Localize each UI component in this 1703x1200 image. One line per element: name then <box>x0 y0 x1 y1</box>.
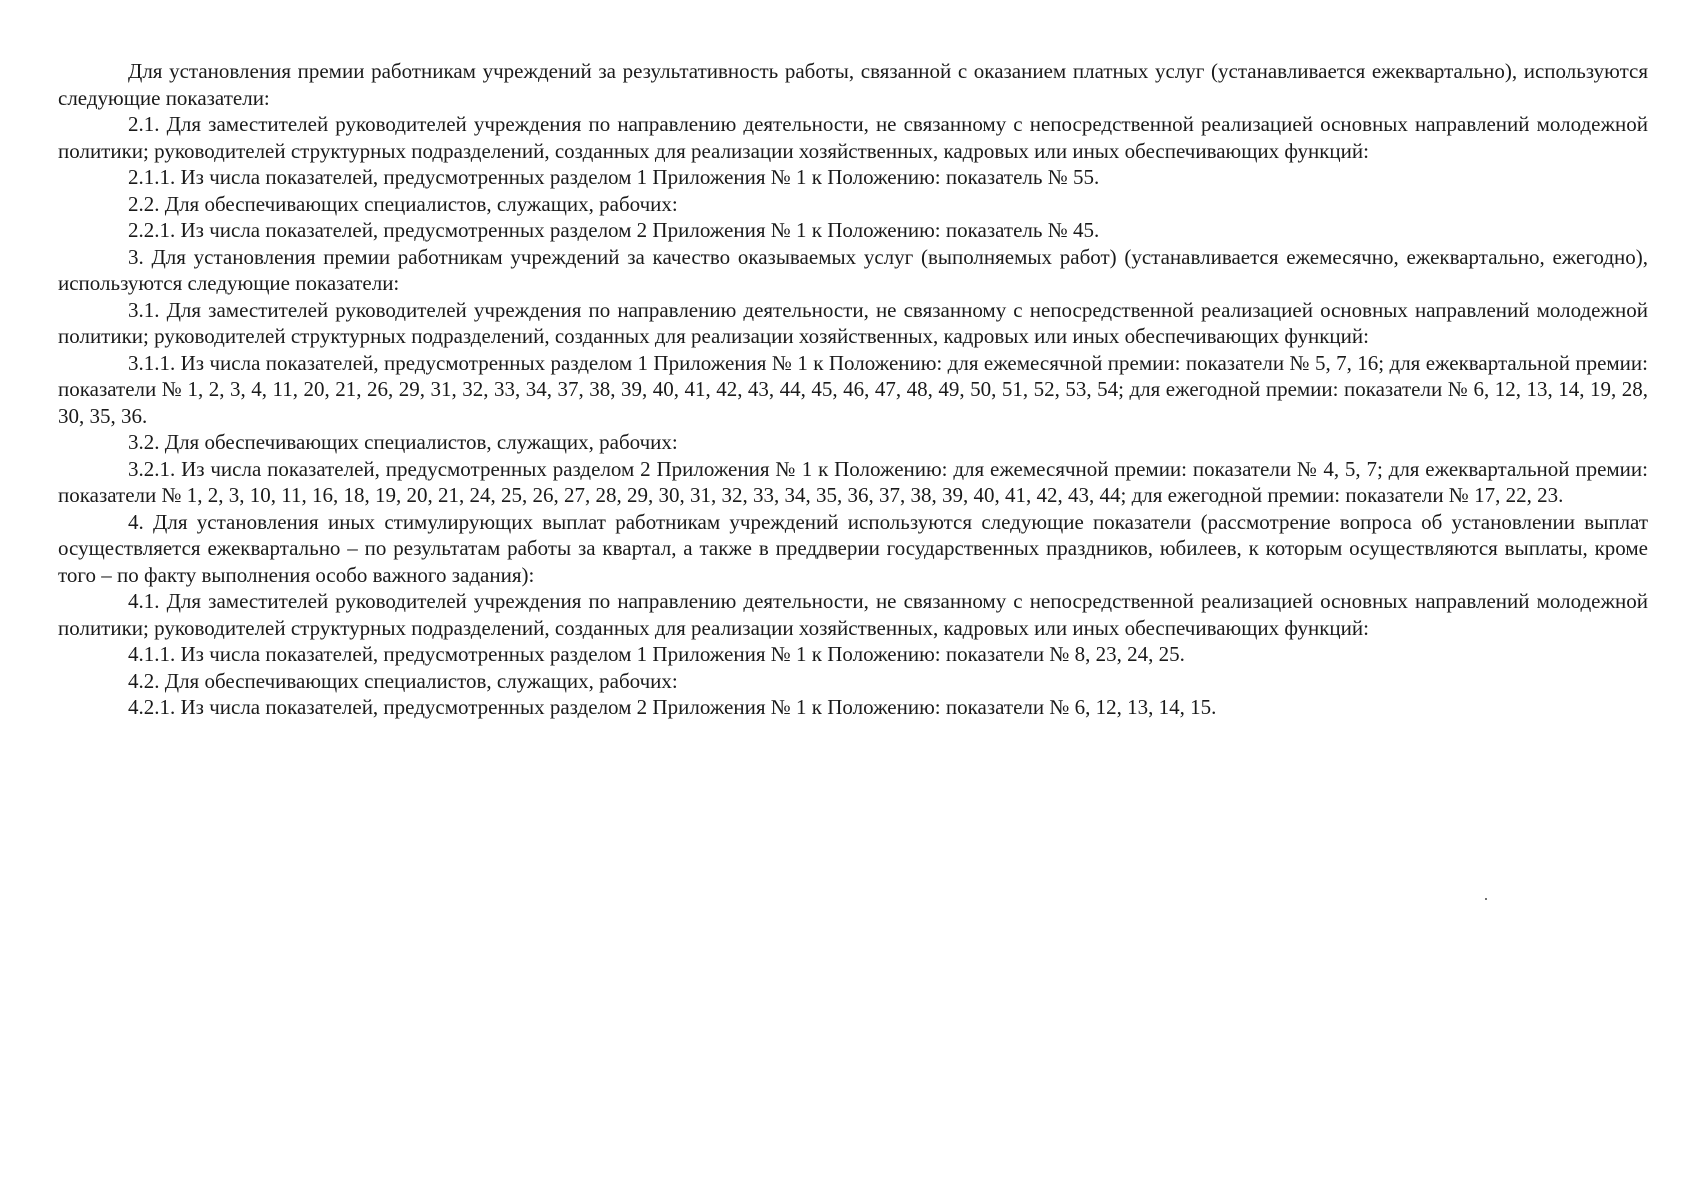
paragraph-3-1-1: 3.1.1. Из числа показателей, предусмотренных разделом 1 Приложения № 1 к Положению: для ежемесячной премии: показатели № 5, 7, 16; для ежеквартальной премии: показатели № 1, 2, 3, 4, 11, 20, 21, 26, 29, 31, 32, 33, 34, 37, 38, 39, 40, 41, 42, 43, 44, 45, 46, 47, 48, 49, 50, 51, 52, 53, 54; для ежегодной премии: показатели № 6, 12, 13, 14, 19, 28, 30, 35, 36. <box>58 350 1648 428</box>
paragraph-4-2-1: 4.2.1. Из числа показателей, предусмотренных разделом 2 Приложения № 1 к Положению: показатели № 6, 12, 13, 14, 15. <box>128 695 1217 719</box>
scan-speck <box>1485 898 1487 900</box>
paragraph-3-2: 3.2. Для обеспечивающих специалистов, служащих, рабочих: <box>128 430 678 454</box>
paragraph-4-2: 4.2. Для обеспечивающих специалистов, служащих, рабочих: <box>128 668 678 693</box>
paragraph-4-1-1: 4.1.1. Из числа показателей, предусмотренных разделом 1 Приложения № 1 к Положению: показатели № 8, 23, 24, 25. <box>128 642 1185 666</box>
paragraph-2-2: 2.2. Для обеспечивающих специалистов, служащих, рабочих: <box>128 191 678 216</box>
paragraph-4-1: 4.1. Для заместителей руководителей учреждения по направлению деятельности, не связанному с непосредственной реализацией основных направлений молодежной политики; руководителей структурных подразделений, созданных для реализации хозяйственных, кадровых или иных обеспечивающих функций: <box>58 589 1648 640</box>
paragraph-3: 3. Для установления премии работникам учреждений за качество оказываемых услуг (выполняемых работ) (устанавливается ежемесячно, ежеквартально, ежегодно), используются следующие показатели: <box>58 244 1648 295</box>
document-body <box>58 58 1648 721</box>
paragraph-intro-paid-services: Для установления премии работникам учреждений за результативность работы, связанной с оказанием платных услуг (устанавливается ежеквартально), используются следующие показатели: <box>58 59 1648 110</box>
paragraph-2-2-1: 2.2.1. Из числа показателей, предусмотренных разделом 2 Приложения № 1 к Положению: показатель № 45. <box>128 218 1100 242</box>
paragraph-2-1-1: 2.1.1. Из числа показателей, предусмотренных разделом 1 Приложения № 1 к Положению: показатель № 55. <box>128 165 1100 189</box>
paragraph-2-1: 2.1. Для заместителей руководителей учреждения по направлению деятельности, не связанному с непосредственной реализацией основных направлений молодежной политики; руководителей структурных подразделений, созданных для реализации хозяйственных, кадровых или иных обеспечивающих функций: <box>58 112 1648 163</box>
paragraph-4: 4. Для установления иных стимулирующих выплат работникам учреждений используются следующие показатели (рассмотрение вопроса об установлении выплат осуществляется ежеквартально – по результатам работы за квартал, а также в преддверии государственных праздников, юбилеев, к которым осуществляются выплаты, кроме того – по факту выполнения особо важного задания): <box>58 509 1648 587</box>
paragraph-3-1: 3.1. Для заместителей руководителей учреждения по направлению деятельности, не связанному с непосредственной реализацией основных направлений молодежной политики; руководителей структурных подразделений, созданных для реализации хозяйственных, кадровых или иных обеспечивающих функций: <box>58 297 1648 348</box>
paragraph-3-2-1: 3.2.1. Из числа показателей, предусмотренных разделом 2 Приложения № 1 к Положению: для ежемесячной премии: показатели № 4, 5, 7; для ежеквартальной премии: показатели № 1, 2, 3, 10, 11, 16, 18, 19, 20, 21, 24, 25, 26, 27, 28, 29, 30, 31, 32, 33, 34, 35, 36, 37, 38, 39, 40, 41, 42, 43, 44; для ежегодной премии: показатели № 17, 22, 23. <box>58 456 1648 507</box>
